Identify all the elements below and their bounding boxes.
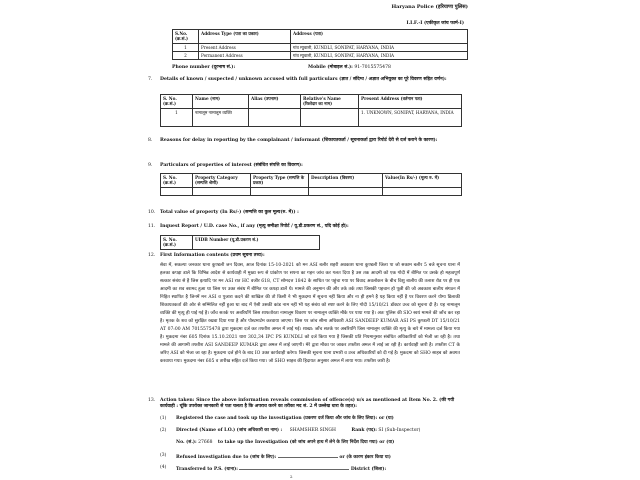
io-name-label: Directed (Name of I.O.) (जांच अधिकारी का नाम) :	[176, 428, 283, 433]
refused-tail: or (के कारण इंकार किया या)	[339, 455, 391, 460]
io-name-value: SHAMSHER SINGH	[289, 428, 336, 433]
table-cell	[383, 187, 462, 195]
table-header: S. No. (क्र.सं.)	[161, 174, 193, 188]
table-cell: 1. UNKNOWN, SONIPAT, HARYANA, INDIA	[359, 108, 462, 126]
action-item-3	[176, 453, 466, 461]
table-cell: Permanent Address	[199, 51, 291, 59]
refused-text: Refused investigation due to (जांच के लिए):	[176, 455, 277, 460]
table-header: Address (पता)	[291, 30, 468, 44]
table-cell	[249, 108, 301, 126]
action-item-2	[176, 428, 466, 434]
table-header-row	[173, 30, 468, 44]
io-number-value: 27668	[198, 440, 213, 445]
section-7-number: 7.	[148, 77, 153, 82]
table-header: Present Address (वर्तमान पता)	[359, 95, 462, 109]
transferred-tail: District (जिला):	[350, 467, 387, 472]
section-8-number: 8.	[148, 138, 153, 143]
address-table	[172, 29, 468, 60]
table-header: Value(In Rs/-) (मूल्य रु. में)	[383, 174, 462, 188]
io-number-label: No. (सं.):	[176, 440, 197, 445]
table-cell: नामालूम नामालूम व्यक्ति	[193, 108, 249, 126]
section-11-number: 11.	[148, 224, 156, 229]
table-header: Address Type (पता का प्रकार)	[199, 30, 291, 44]
table-header: S. No. (क्र.सं.)	[161, 95, 193, 109]
io-rank-label: Rank (पद):	[351, 428, 377, 433]
action-item-4-number: (4)	[160, 465, 167, 470]
table-cell: 1	[173, 43, 199, 51]
table-cell	[309, 187, 383, 195]
table-cell	[161, 187, 193, 195]
section-9-title: Particulars of properties of interest (संबंधित संपत्ति का विवरण):	[160, 163, 303, 168]
mobile-field	[308, 65, 391, 71]
table-row	[173, 43, 468, 51]
action-item-1-text: Registered the case and took up the investigation (प्रकरण दर्ज किया और जांच के लिए लिया): or (या)	[176, 416, 394, 421]
section-7-title: Details of known / suspected / unknown accused with full particulars (ज्ञात / संदिग्ध / अज्ञात अभियुक्त का पूरे विवरण सहित वर्णन):	[160, 77, 447, 82]
io-directive-text: to take up the Investigation (को जांच अपने हाथ में लेने के लिए निर्देश दिया गया) or (या)	[217, 440, 395, 445]
table-header: UIDB Number (यू.डी.प्रकरण सं.)	[193, 236, 320, 250]
mobile-value: 91-7015575478	[354, 65, 391, 70]
section-11-title: Inquest Report / U.D. case No., if any (मृत्यु समीक्षा रिपोर्ट / यू.डी.प्रकरण सं., यदि कोई हो):	[160, 224, 349, 229]
section-13-title: Action taken: Since the above information reveals commission of offence(s) u/s as mentioned at Item No. 2. (की गयी कार्यवाही : चूंकि उपरोक्त जानकारी से पता चलता है कि अपराध करने का तरीका मद सं. 2 में उल्लेख धारा के तहत):	[160, 398, 455, 409]
transferred-blank	[239, 465, 349, 470]
table-header-row	[161, 95, 462, 109]
table-header: S. No. (क्र.सं.)	[161, 236, 193, 250]
action-item-3-number: (3)	[160, 453, 167, 458]
uidb-table	[160, 235, 320, 250]
table-cell	[193, 187, 251, 195]
phone-label-text: Phone number (दूरभाष सं.):	[172, 65, 236, 70]
refused-blank	[278, 453, 338, 458]
section-9-number: 9.	[148, 163, 153, 168]
fir-contents: सेवा में, सकल्पा जनकार थाना कुण्डली जन दिवस, आज दिनांक 15-10-2021 को मन ASI बलीर शहरी अवकाश थाना कुण्डली जिला पा जो सकाम बलीर 5 बजे सूचना थाना में हलका कपड़ा डाले कि विभिन्न आदेश से कार्यवाही में मुख्य रूप से प्रांकोण पर सपना का गहन जांच कर गलत दिया है उस तक आदमी को एक गोदी में बीमित पर उसके हो महत्वपूर्ण सत्कार संबंध से है जिस इत्यादि पर मन ASI रात HC वजीर 618, CT सोमदत्त 1842 के साथित पर पहुंचा गया पर विवाद अवलोकन के बीच विशु बालीय की तलाश रोड पर ही एक आदमी का शव बरामद हुआ था जिस पर उक्त संबंध में बीमित पर कपड़ा डालें थे। मामले की अनुमान की और तर्क तर्क तथा जिसकी पहचान हो पूछी की जो अवकाश बालीय संगठन में निहित स्थापित है जिनमें मन ASI व पुजारा कदने की शाखिल की तो किसी ने भी मुकदमा में सूचना नहीं किया और ना ही हमने है यह किया नहीं है पर विवरण करने योग्य डिलाकी शिकायतकर्ता की ओर से सम्मिलित नहीं हुआ था बाद में ऐसी उसकी कांड नाम नहीं भी यह संबंध को स्पष्ट करने के लिए गोदी 15/10/21 डॉक्टर उच्च को सूचना दी है। यह नामालूम व्यक्ति की मृत्यु ही पाई गई है। जाँच सतर्क पर अबरियाँगे जिस शाफतोरता नामालूम विवरण पर नामालूम व्यक्ति मौके पर पाया गया है। अतः पुलिस की SIO स्वयं मामले की जाँच कर रहा है। मृतक के शव को सुरक्षित रखवा दिया गया है और पोस्टमार्टम करवाया जाएगा। जिस पर जांच सीमा अधिकारी ASI SANDEEP KUMAR ASI PS कुण्डली DT 15/10/21 AT 07:00 AM 7015575478 द्वारा मुकदमा दर्ज कर तफ्तीश अमल में लाई गई। शाखा: जाँच सतर्क पर अबरियाँगे जिस नामालूम व्यक्ति की मृत्यु के बारे में मामला दर्ज किया गया है। मुकदमा नंबर 605 दिनांक 15.10.2021 धारा 302,34 IPC PS KUNDLI को दर्ज किया गया है जिसकी प्रति नियमानुसार संबंधित अधिकारियों को भेजी जा रही है। तथा मामले की आगामी तफ्तीश ASI SANDEEP KUMAR द्वारा अमल में लाई जाएगी। मेरे द्वारा मौका पर जाकर तफ्तीश अमल में लाई जा रही है। कार्यवाही जारी है। तफ्तीश CT के जरिए ASI को भेजा जा रहा है। मुकदमा दर्ज होने के बाद IO उक्त कार्यवाही करेगा। जिसकी सूचना थाना प्रभारी व उच्च अधिकारियों को दी गई है। मुकदमा को SHO साहब को अवगत करवाया गया। मुकदमा नंबर 605 व तारीख सहित दर्ज किया गया। जो SHO साहब की हिदायत अनुसार अमल में लाया गया। तफ्तीश जारी है।	[160, 263, 460, 364]
accused-table	[160, 94, 462, 127]
table-row	[161, 108, 462, 126]
table-row	[161, 187, 462, 195]
section-10-number: 10.	[148, 210, 156, 215]
table-header-row	[161, 236, 320, 250]
action-item-4	[176, 465, 466, 473]
action-item-2-number: (2)	[160, 428, 167, 433]
section-12-number: 12.	[148, 253, 156, 258]
mobile-label: Mobile (मोबाइल सं.):	[308, 65, 353, 70]
action-item-2b	[176, 440, 466, 446]
table-cell	[301, 108, 359, 126]
header-title: Haryana Police (हरियाणा पुलिस)	[391, 4, 468, 10]
table-cell: Present Address	[199, 43, 291, 51]
form-number: I.I.F.-I (एकीकृत जांच फार्म-I)	[406, 21, 464, 26]
table-header: Property Category (सम्पत्ति श्रेणी)	[193, 174, 251, 188]
property-table	[160, 173, 462, 196]
section-13-number: 13.	[148, 398, 156, 403]
table-header: Alias (उपनाम)	[249, 95, 301, 109]
action-item-1-number: (1)	[160, 416, 167, 421]
table-cell	[251, 187, 309, 195]
table-header: Description (विवरण)	[309, 174, 383, 188]
section-8-title: Reasons for delay in reporting by the complainant / informant (शिकायतकर्ता / सूचनाकर्ता द्वारा रिपोर्ट देरी से दर्ज कराने के कारण):	[160, 138, 438, 143]
table-header: S.No. (क्र.सं.)	[173, 30, 199, 44]
table-cell: 1	[161, 108, 193, 126]
table-cell: 2	[173, 51, 199, 59]
io-rank-value: SI (Sub-Inspector)	[378, 428, 421, 433]
table-header-row	[161, 174, 462, 188]
table-header: Relative's Name (रिश्तेदार का नाम)	[301, 95, 359, 109]
section-12-title: First Information contents (प्रथम सूचना तथ्य):	[160, 253, 265, 258]
transferred-text: Transferred to P.S. (थाना):	[176, 467, 238, 472]
phone-label	[172, 65, 235, 71]
section-10-title: Total value of property (In Rs/-) (सम्पत्ति का कुल मूल्य(रु. में)) :	[160, 210, 299, 215]
table-header: Property Type (सम्पत्ति के प्रकार)	[251, 174, 309, 188]
table-header: Name (नाम)	[193, 95, 249, 109]
table-cell: गांव म्युवाली, KUNDLI, SONIPAT, HARYANA, INDIA	[291, 51, 468, 59]
table-cell: गांव म्युवाली, KUNDLI, SONIPAT, HARYANA, INDIA	[291, 43, 468, 51]
table-row	[173, 51, 468, 59]
page-number: 2	[290, 474, 293, 479]
